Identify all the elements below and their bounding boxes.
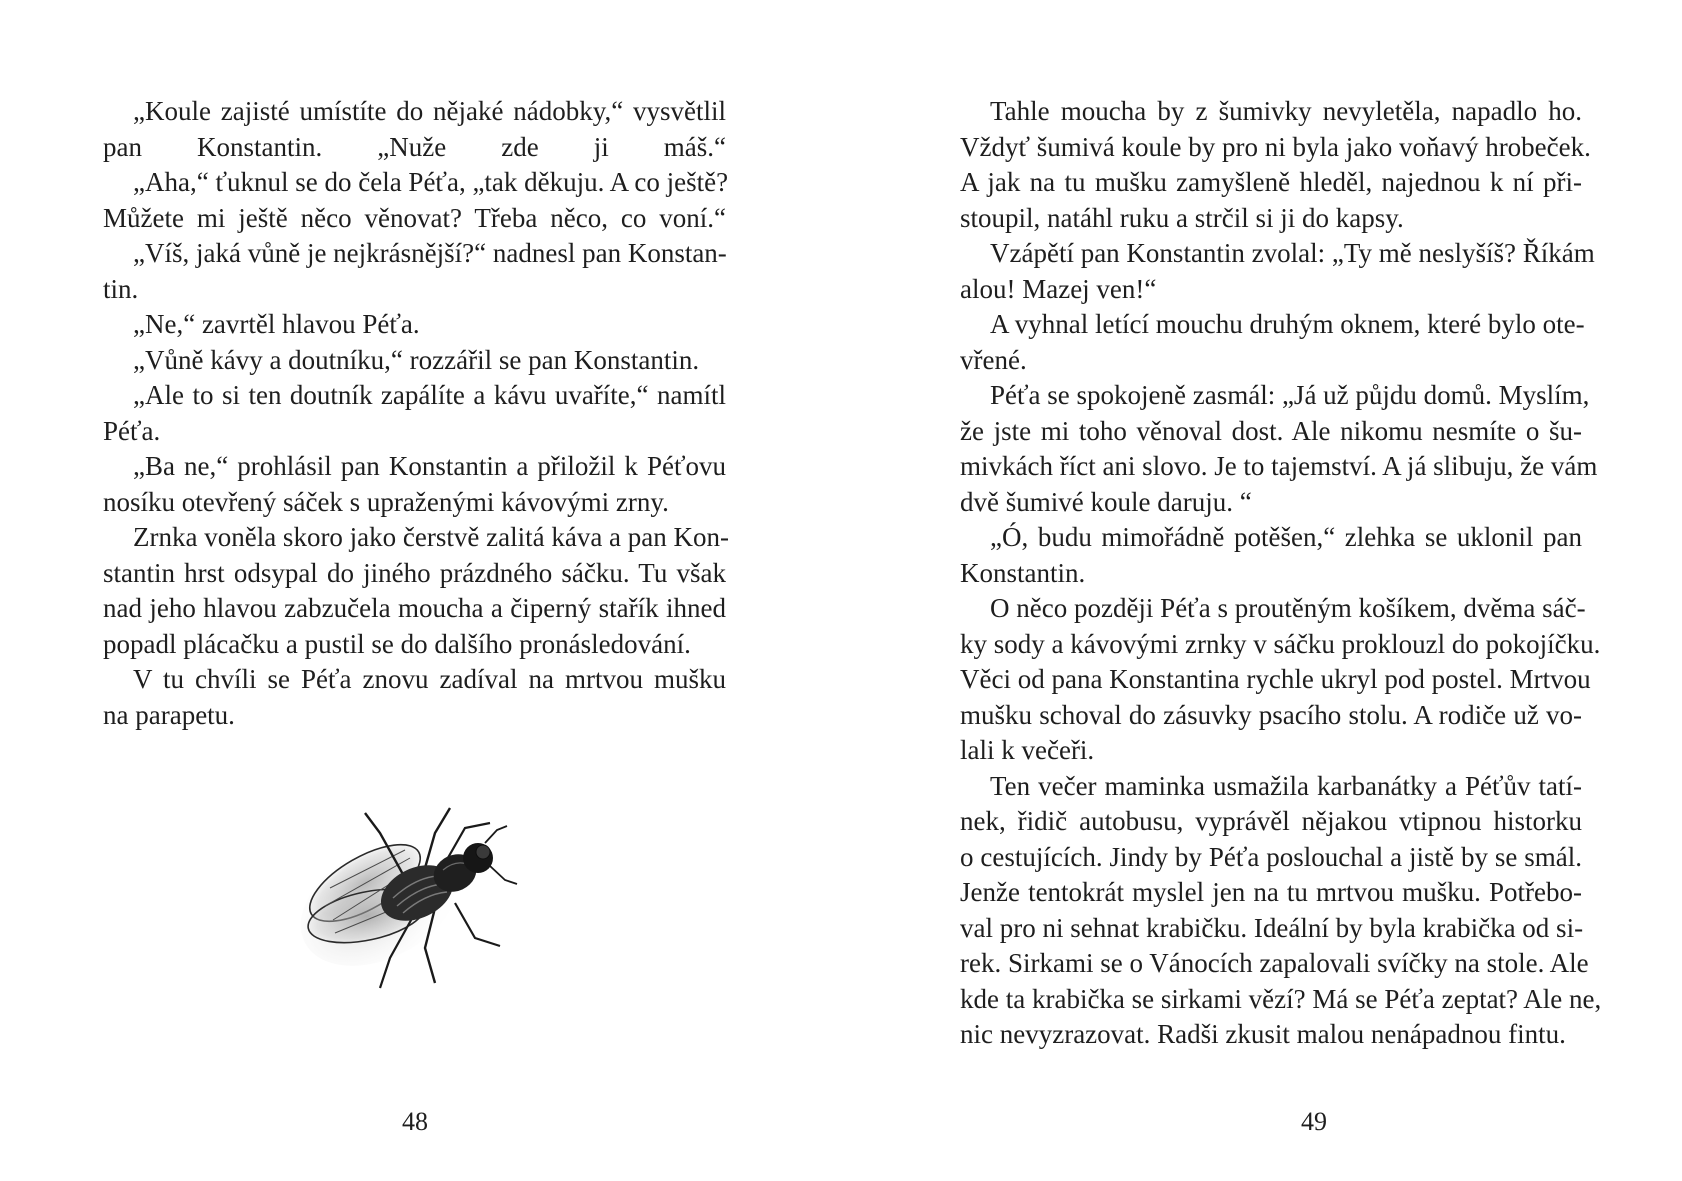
page-number: 48 xyxy=(402,1107,428,1136)
right-page-text xyxy=(960,94,1602,1053)
text-line: o cestujících. Jindy by Péťa poslouchal a jistě by se smál. xyxy=(960,841,1582,872)
text-line: val pro ni sehnat krabičku. Ideální by byla krabička od si- xyxy=(960,912,1584,943)
text-line: Péťa. xyxy=(103,415,161,446)
text-line: stantin hrst odsypal do jiného prázdného sáčku. Tu však xyxy=(103,557,726,588)
fly-illustration-icon xyxy=(285,788,535,1008)
text-line: „Víš, jaká vůně je nejkrásnější?“ nadnesl pan Konstan- xyxy=(133,238,727,268)
text-line: A jak na tu mušku zamyšleně hleděl, najednou k ní při- xyxy=(960,167,1582,197)
text-line: na parapetu. xyxy=(103,699,235,730)
text-line: O něco později Péťa s proutěným košíkem, dvěma sáč- xyxy=(990,593,1586,623)
text-line: „Koule zajisté umístíte do nějaké nádobky,“ vysvětlil xyxy=(133,96,726,126)
text-line: „Ó, budu mimořádně potěšen,“ zlehka se uklonil pan xyxy=(990,522,1582,552)
text-line: vřené. xyxy=(960,344,1027,375)
text-line: „Ba ne,“ prohlásil pan Konstantin a přiložil k Péťovu xyxy=(133,451,726,481)
text-line: „Vůně kávy a doutníku,“ rozzářil se pan Konstantin. xyxy=(133,344,700,375)
text-line: „Ale to si ten doutník zapálíte a kávu uvaříte,“ namítl xyxy=(133,380,726,410)
text-line: nosíku otevřený sáček s upraženými kávovými zrny. xyxy=(103,486,669,517)
text-line: nek, řidič autobusu, vyprávěl nějakou vtipnou historku xyxy=(960,806,1582,836)
text-line: nic nevyzrazovat. Radši zkusit malou nenápadnou fintu. xyxy=(960,1019,1566,1049)
text-line: stoupil, natáhl ruku a strčil si ji do kapsy. xyxy=(960,202,1404,233)
text-line: Vzápětí pan Konstantin zvolal: „Ty mě neslyšíš? Říkám xyxy=(990,238,1595,268)
text-line: Zrnka voněla skoro jako čerstvě zalitá káva a pan Kon- xyxy=(133,522,730,552)
text-line: popadl plácačku a pustil se do dalšího pronásledování. xyxy=(103,628,691,659)
text-line: Péťa se spokojeně zasmál: „Já už půjdu domů. Myslím, xyxy=(990,380,1590,410)
text-line: rek. Sirkami se o Vánocích zapalovali svíčky na stole. Ale xyxy=(960,948,1589,978)
text-line: V tu chvíli se Péťa znovu zadíval na mrtvou mušku xyxy=(133,664,726,694)
text-line: nad jeho hlavou zabzučela moucha a čiperný stařík ihned xyxy=(103,593,726,623)
text-line: dvě šumivé koule daruju. “ xyxy=(960,486,1252,517)
text-line: alou! Mazej ven!“ xyxy=(960,273,1157,304)
text-line: mušku schoval do zásuvky psacího stolu. A rodiče už vo- xyxy=(960,699,1582,730)
page-number: 49 xyxy=(1301,1107,1327,1136)
text-line: kde ta krabička se sirkami vězí? Má se Péťa zeptat? Ale ne, xyxy=(960,983,1602,1014)
text-line: že jste mi toho věnoval dost. Ale nikomu nesmíte o šu- xyxy=(960,415,1582,446)
text-line: Konstantin. xyxy=(960,557,1086,588)
text-line: A vyhnal letící mouchu druhým oknem, které bylo ote- xyxy=(990,309,1585,339)
left-page-text xyxy=(103,94,730,733)
text-line: ky sody a kávovými zrnky v sáčku proklouzl do pokojíčku. xyxy=(960,628,1601,659)
text-line: Věci od pana Konstantina rychle ukryl pod postel. Mrtvou xyxy=(960,664,1591,694)
text-line: „Ne,“ zavrtěl hlavou Péťa. xyxy=(133,309,420,339)
right-page xyxy=(841,0,1682,1181)
text-line: Vždyť šumivá koule by pro ni byla jako voňavý hrobeček. xyxy=(960,131,1591,162)
text-line: mivkách říct ani slovo. Je to tajemství. A já slibuju, že vám xyxy=(960,451,1598,481)
text-line: tin. xyxy=(103,273,139,304)
text-line: Ten večer maminka usmažila karbanátky a Péťův tatí- xyxy=(990,770,1582,801)
text-line: „Aha,“ ťuknul se do čela Péťa, „tak děkuju. A co ještě? xyxy=(133,167,729,197)
text-line: Můžete mi ještě něco věnovat? Třeba něco, co voní.“ xyxy=(103,202,726,233)
text-line: Jenže tentokrát myslel jen na tu mrtvou mušku. Potřebo- xyxy=(960,877,1582,907)
text-line: pan Konstantin. „Nuže zde ji máš.“ xyxy=(103,131,726,162)
text-line: lali k večeři. xyxy=(960,735,1095,765)
text-line: Tahle moucha by z šumivky nevyletěla, napadlo ho. xyxy=(990,96,1582,126)
